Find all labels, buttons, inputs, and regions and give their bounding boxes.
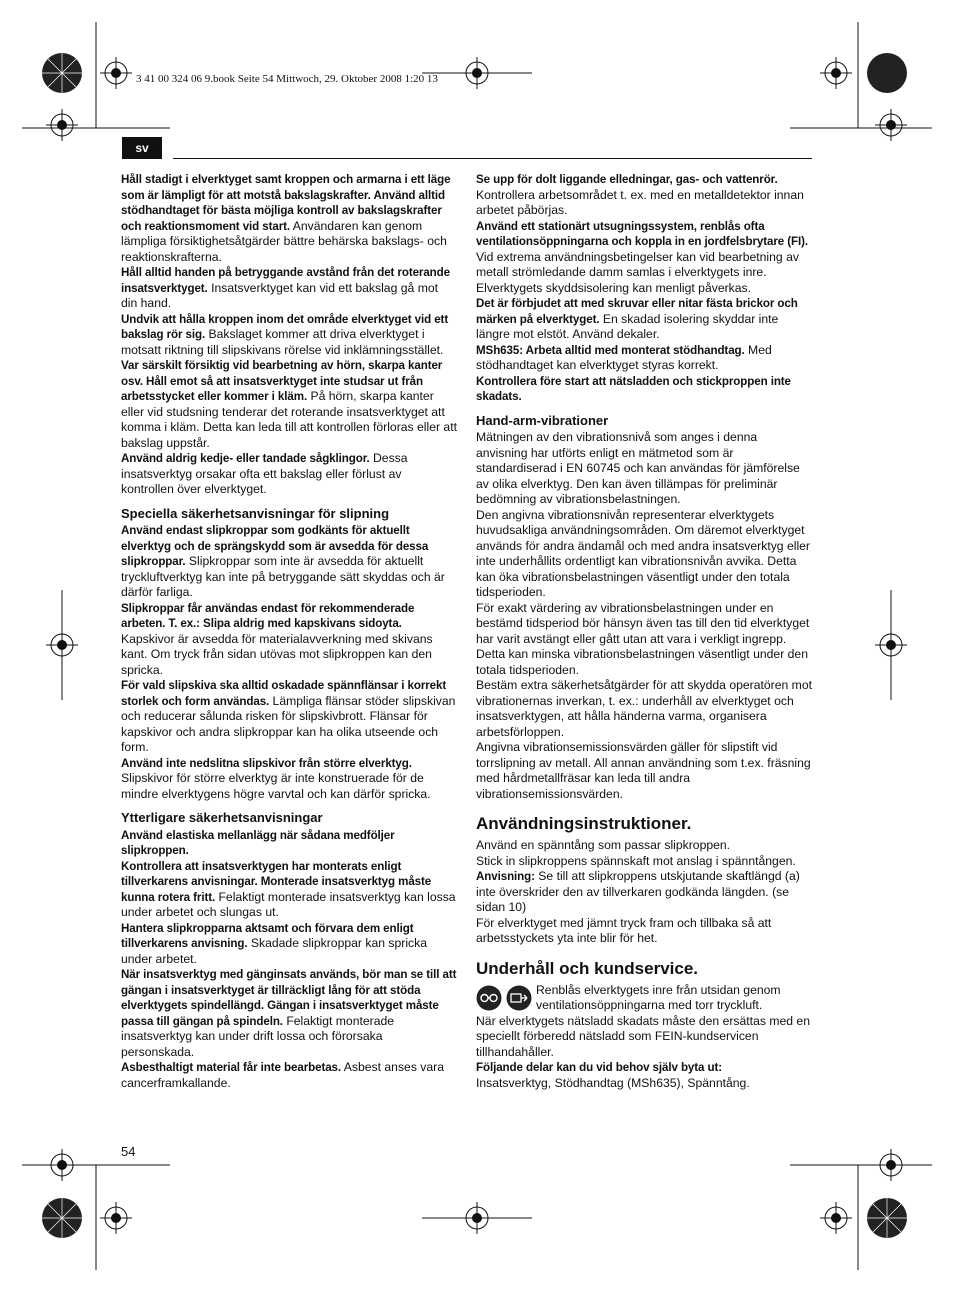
paragraph xyxy=(476,296,812,343)
paragraph xyxy=(121,967,457,1060)
paragraph: Angivna vibrationsemissionsvärden gäller för slipstift vid torrslipning av metall. All annan användning som t.ex. fräsning med hårdmetallfräsar kan leda till andra vibrationsemissionsvärden. xyxy=(476,740,811,801)
bold-text: MSh635: Arbeta alltid med monterat stödhandtag. xyxy=(476,343,745,357)
bold-text: Undvik att hålla kroppen inom det område elverktyget vid ett bakslag rör sig. xyxy=(121,312,449,341)
paragraph: Bestäm extra säkerhetsåtgärder för att skydda operatören mot vibrationernas inverkan, t. ex.: underhåll av elverktyget och insatsverktygen, att hålla händerna varma, organisera arbetsförloppen. xyxy=(476,678,813,739)
book-imprint: 3 41 00 324 06 9.book Seite 54 Mittwoch, 29. Oktober 2008 1:20 13 xyxy=(136,73,438,85)
service-icon-row xyxy=(476,983,812,1014)
section-heading: Underhåll och kundservice. xyxy=(476,958,699,978)
service-icons xyxy=(476,983,532,1011)
body-text: Se till att slipkroppens utskjutande skaftlängd (a) inte överskrider den av tillverkaren godkända längden. (se sidan 10) xyxy=(476,869,800,914)
bold-text: Hantera slipkropparna aktsamt och förvara dem enligt tillverkarens anvisning. xyxy=(121,921,414,950)
body-text: En skadad isolering skyddar inte längre mot elstöt. Använd dekaler. xyxy=(476,311,779,341)
body-text: Vid extrema användningsbetingelser kan vid bearbetning av metall strömledande damm samlas i elverktygets inre. Elverktygets skyddsisolering kan menligt påverkas. xyxy=(476,249,799,295)
paragraph xyxy=(121,523,457,601)
paragraph xyxy=(121,312,457,359)
paragraph xyxy=(121,1060,457,1091)
paragraph xyxy=(476,219,812,297)
right-column xyxy=(476,172,812,1091)
paragraph xyxy=(476,869,812,916)
body-text: Med stödhandtaget kan elverktyget styras korrekt. xyxy=(476,342,772,372)
bold-text: Se upp för dolt liggande elledningar, gas- och vattenrör. xyxy=(476,173,778,186)
body-text: Slipkroppar som inte är avsedda för aktuellt tryckluftverktyg kan inte på betryggande sätt skyddas och är därför farliga. xyxy=(121,554,445,599)
bold-text: Håll alltid handen på betryggande avstånd från det roterande insatsverktyget. xyxy=(121,266,450,295)
paragraph: För exakt värdering av vibrationsbelastningen under en bestämd tidsperiod bör hänsyn även tas till den tid elverktyget har varit avstängt eller gått utan att vara i verkligt ingrepp. Detta kan minska vibrationsbelastningen väsentligt under den totala tidsperioden. xyxy=(476,600,810,677)
section-heading: Speciella säkerhetsanvisningar för slipning xyxy=(121,505,390,521)
paragraph: Renblås elverktygets inre från utsidan genom ventilationsöppningarna med torr tryckluft. xyxy=(536,982,781,1012)
paragraph xyxy=(121,451,457,498)
body-text: På hörn, skarpa kanter eller vid studsning tenderar det roterande insatsverktyget att komma i kläm. Detta kan leda till att kontrollen förloras eller att bakslag uppstår. xyxy=(121,389,457,450)
bold-text: Följande delar kan du vid behov själv byta ut: xyxy=(476,1061,723,1074)
body-text: Kapskivor är avsedda för materialavverkning med skivans kant. Om tryck från sidan utövas mot slipkroppen kan den spricka. xyxy=(121,631,433,677)
body-text: Felaktigt monterade insatsverktyg kan lossa under arbetet och slungas ut. xyxy=(121,889,456,919)
paragraph: När elverktygets nätsladd skadats måste den ersättas med en speciellt förberedd nätsladd som FEIN-kundservicen tillhandahåller. xyxy=(476,1013,810,1059)
paragraph xyxy=(121,358,457,451)
paragraph: Den angivna vibrationsnivån representerar elverktygets huvudsakliga användningsområden. Om däremot elverktyget används för andra ändamål och med andra insatsverktyg eller inte underhållits ordentligt kan vibrationsnivån avvika. Detta kan öka vibrationsbelastningen väsentligt under den totala tidsperioden. xyxy=(476,507,810,599)
paragraph xyxy=(476,374,812,405)
bold-text: Slipkroppar får användas endast för rekommenderade arbeten. T. ex.: Slipa aldrig med kapskivans sidoyta. xyxy=(121,601,415,630)
bold-text: Anvisning: xyxy=(476,870,535,883)
bold-text: Använd elastiska mellanlägg när sådana medföljer slipkroppen. xyxy=(121,828,395,857)
body-text: Lämpliga flänsar stöder slipskivan och reducerar sålunda risken för slipskivbrott. Flänsar för kapskivor och andra slipkroppar kan ha olika utseende och form. xyxy=(121,693,456,754)
section-heading: Ytterligare säkerhetsanvisningar xyxy=(121,810,323,825)
paragraph xyxy=(121,678,457,756)
bold-text: När insatsverktyg med gänginsats används, bör man se till att gängan i insatsverktyget är tillräckligt lång för att stöda elverktygets spindellängd. Gängan i insatsverktyget måste passa till gängan på spindeln. xyxy=(121,968,457,1028)
paragraph xyxy=(121,601,457,679)
bold-text: Använd ett stationärt utsugningssystem, renblås ofta ventilationsöppningarna och koppla in en jordfelsbrytare (FI). xyxy=(476,219,808,248)
body-text: Dessa insatsverktyg orsakar ofta ett bakslag eller förlust av kontrollen över elverktyget. xyxy=(121,451,408,496)
language-tab: sv xyxy=(122,137,162,159)
paragraph xyxy=(121,921,457,968)
body-text: Asbest anses vara cancerframkallande. xyxy=(121,1060,445,1090)
paragraph: Använd en spänntång som passar slipkroppen. xyxy=(476,838,731,852)
bold-text: Använd endast slipkroppar som godkänts för aktuellt elverktyg och de sprängskydd som är avsedda för dessa slipkroppar. xyxy=(121,524,429,568)
paragraph xyxy=(121,756,457,803)
bold-text: Det är förbjudet att med skruvar eller nitar fästa brickor och märken på elverktyget. xyxy=(476,297,798,326)
bold-text: Använd aldrig kedje- eller tandade sågklingor. xyxy=(121,452,370,465)
paragraph xyxy=(476,1060,812,1076)
paragraph xyxy=(121,859,457,921)
header-rule xyxy=(173,158,812,159)
section-heading: Hand-arm-vibrationer xyxy=(476,412,609,428)
paragraph: Stick in slipkroppens spännskaft mot anslag i spänntången. xyxy=(476,853,796,868)
bold-text: Kontrollera före start att nätsladden och stickproppen inte skadats. xyxy=(476,374,791,403)
paragraph: För elverktyget med jämnt tryck fram och tillbaka så att arbetsstyckets yta inte blir för het. xyxy=(476,915,772,945)
page-number: 54 xyxy=(121,1144,136,1159)
paragraph: Insatsverktyg, Stödhandtag (MSh635), Spänntång. xyxy=(476,1075,750,1090)
body-text: Kontrollera arbetsområdet t. ex. med en metalldetektor innan arbetet påbörjas. xyxy=(476,187,804,217)
compressed-air-icon xyxy=(506,985,532,1011)
paragraph xyxy=(121,828,457,859)
paragraph xyxy=(476,343,812,374)
body-text: Insatsverktyget kan vid ett bakslag gå mot din hand. xyxy=(121,280,439,310)
paragraph xyxy=(121,265,457,312)
bold-text: Var särskilt försiktig vid bearbetning av hörn, skarpa kanter osv. Håll emot så att insatsverktyget inte studsar ut från arbetsstycket eller kommer i kläm. xyxy=(121,359,443,403)
goggles-icon xyxy=(476,985,502,1011)
body-text: Slipskivor för större elverktyg är inte konstruerade för de mindre elverktygens högre varvtal och kan därför spricka. xyxy=(121,771,431,801)
body-text: Bakslaget kommer att driva elverktyget i motsatt riktning till slipskivans rörelse vid inklämningsstället. xyxy=(121,327,444,357)
section-heading: Användningsinstruktioner. xyxy=(476,814,692,833)
body-text: Felaktigt monterade insatsverktyg kan under drift lossa och förorsaka personskada. xyxy=(121,1013,395,1059)
body-text: Skadade slipkroppar kan spricka under arbetet. xyxy=(121,936,428,966)
bold-text: Asbesthaltigt material får inte bearbetas. xyxy=(121,1061,342,1074)
body-text: Användaren kan genom lämpliga försiktighetsåtgärder bättre behärska bakslags- och reaktionskrafterna. xyxy=(121,218,447,264)
paragraph xyxy=(121,172,457,265)
left-column xyxy=(121,172,457,1091)
paragraph xyxy=(476,172,812,219)
paragraph: Mätningen av den vibrationsnivå som anges i denna anvisning har utförts enligt en mätmetod som är standardiserad i EN 60745 och kan användas för jämförelse av olika elverktyg. Den kan även tillämpas för preliminär bedömning av vibrationsbelastningen. xyxy=(476,430,800,506)
bold-text: Använd inte nedslitna slipskivor från större elverktyg. xyxy=(121,756,412,770)
bold-text: För vald slipskiva ska alltid oskadade spännflänsar i korrekt storlek och form användas. xyxy=(121,679,447,708)
bold-text: Kontrollera att insatsverktygen har monterats enligt tillverkarens anvisningar. Monterade insatsverktyg måste kunna rotera fritt. xyxy=(121,859,432,904)
bold-text: Håll stadigt i elverktyget samt kroppen och armarna i ett läge som är lämpligt för att motstå bakslagskrafter. Använd alltid stödhandtaget för bästa möjliga kontroll av bakslagskrafter och reaktionsmoment vid start. xyxy=(121,173,451,233)
